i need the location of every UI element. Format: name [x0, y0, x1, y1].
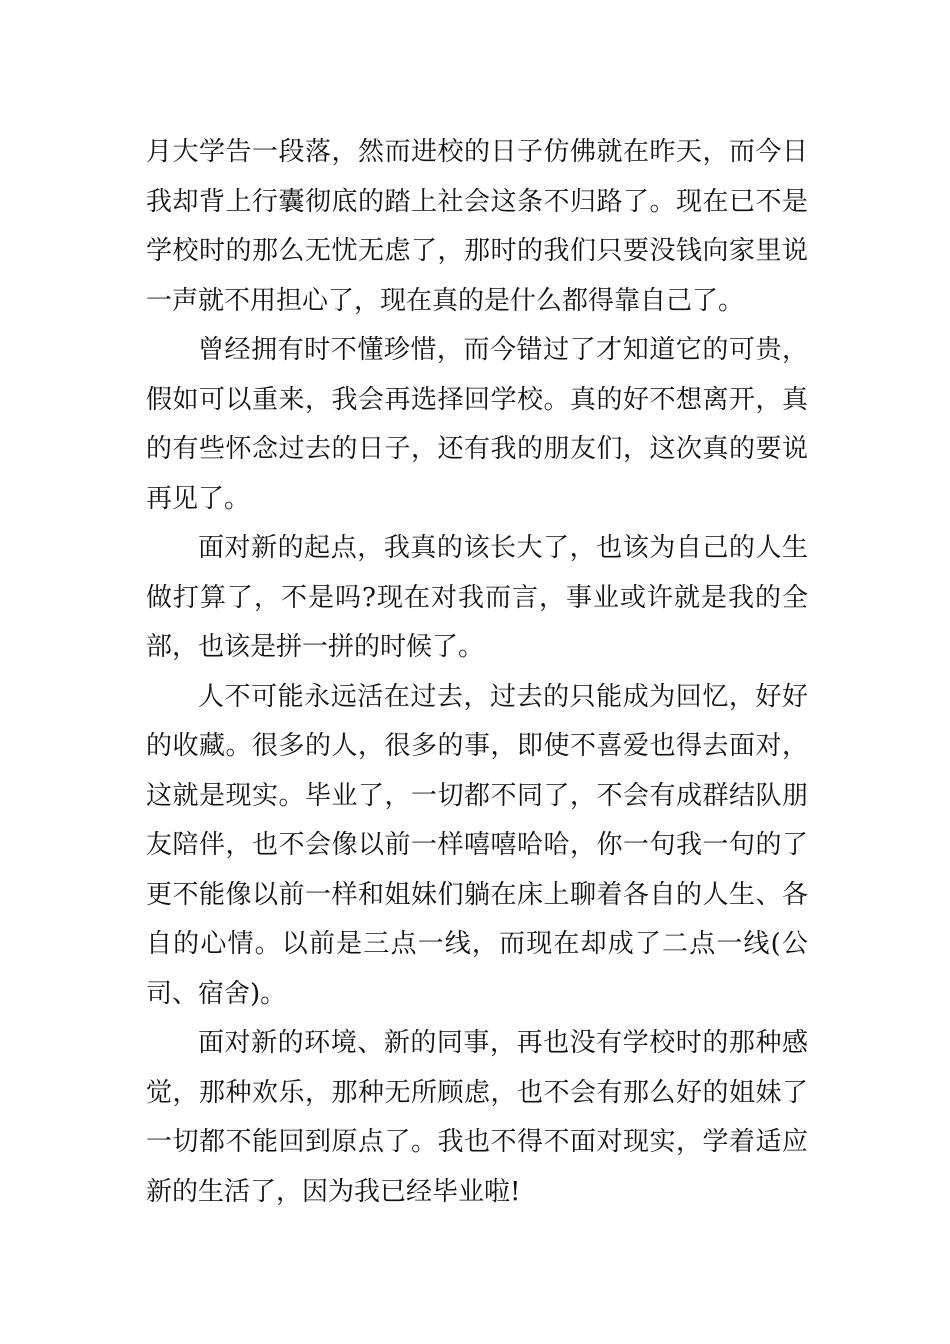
paragraph-3: 面对新的起点，我真的该长大了，也该为自己的人生做打算了，不是吗?现在对我而言，事业或许就是我的全部，也该是拼一拼的时候了。 [146, 533, 808, 662]
paragraph-1: 月大学告一段落，然而进校的日子仿佛就在昨天，而今日我却背上行囊彻底的踏上社会这条不归路了。现在已不是学校时的那么无忧无虑了，那时的我们只要没钱向家里说一声就不用担心了，现在真的是什么都得靠自己了。 [146, 137, 808, 316]
paragraph-2: 曾经拥有时不懂珍惜，而今错过了才知道它的可贵，假如可以重来，我会再选择回学校。真的好不想离开，真的有些怀念过去的日子，还有我的朋友们，这次真的要说再见了。 [146, 335, 808, 514]
paragraph-5: 面对新的环境、新的同事，再也没有学校时的那种感觉，那种欢乐，那种无所顾虑，也不会有那么好的姐妹了一切都不能回到原点了。我也不得不面对现实，学着适应新的生活了，因为我已经毕业啦! [146, 1028, 808, 1207]
document-body [146, 128, 808, 1217]
paragraph-4: 人不可能永远活在过去，过去的只能成为回忆，好好的收藏。很多的人，很多的事，即使不喜爱也得去面对，这就是现实。毕业了，一切都不同了，不会有成群结队朋友陪伴，也不会像以前一样嘻嘻哈哈，你一句我一句的了更不能像以前一样和姐妹们躺在床上聊着各自的人生、各自的心情。以前是三点一线，而现在却成了二点一线(公司、宿舍)。 [146, 681, 808, 1009]
